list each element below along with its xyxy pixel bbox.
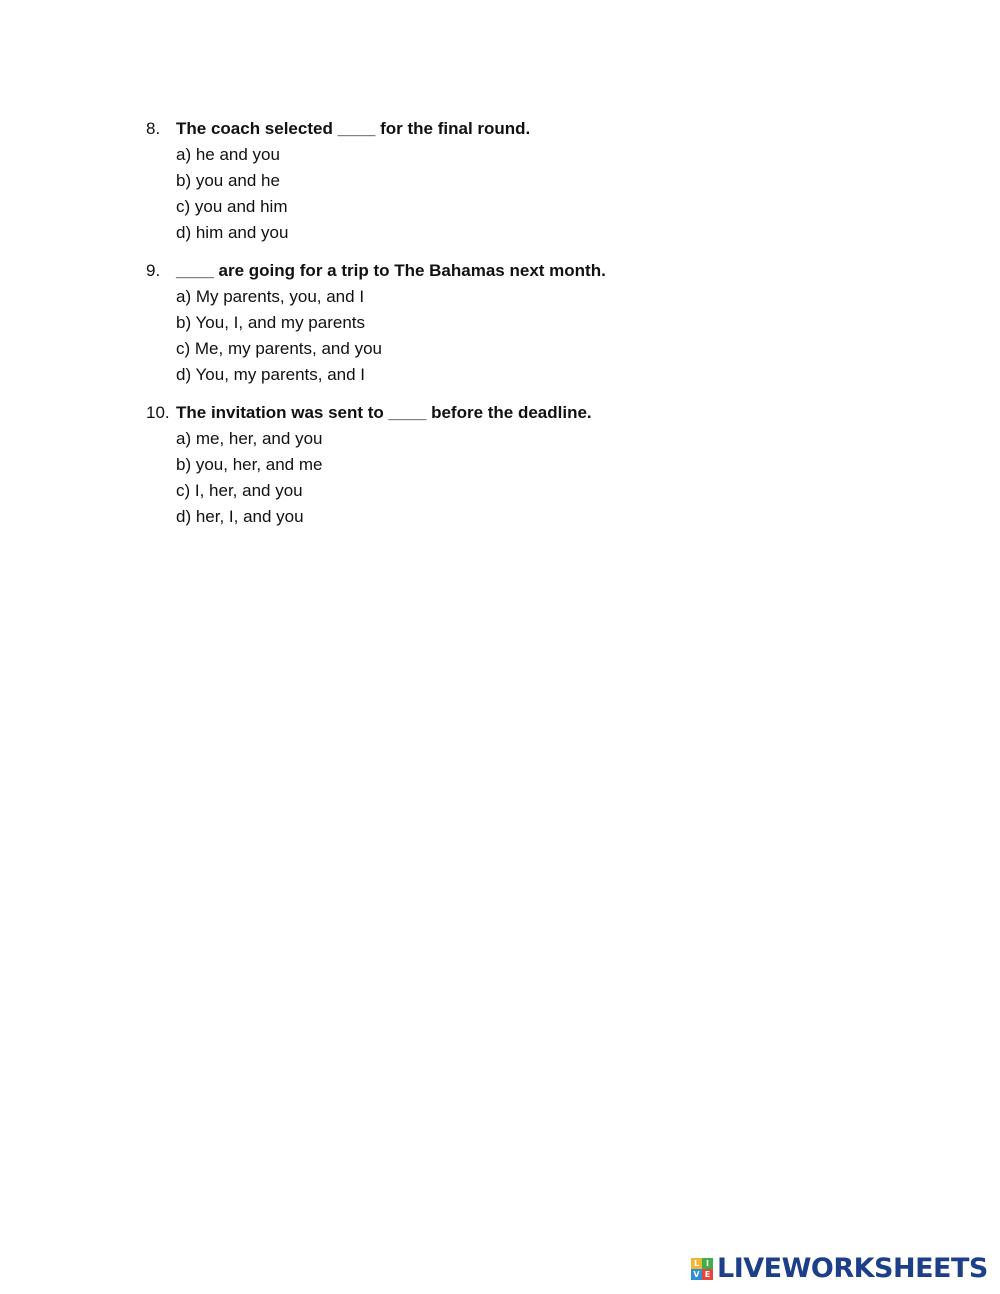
question-stem — [146, 400, 846, 426]
question-text: The invitation was sent to ____ before the deadline. — [176, 403, 592, 422]
question-8 — [146, 116, 846, 246]
answer-option-a[interactable]: a) he and you — [176, 145, 280, 164]
answer-option-d[interactable]: d) her, I, and you — [176, 507, 304, 526]
liveworksheets-logo — [691, 1254, 988, 1284]
answer-option-c[interactable]: c) you and him — [176, 197, 288, 216]
question-9 — [146, 258, 846, 388]
question-text: ____ are going for a trip to The Bahamas next month. — [176, 261, 606, 280]
question-number: 10. — [146, 403, 170, 422]
question-10 — [146, 400, 846, 530]
answer-option-d[interactable]: d) You, my parents, and I — [176, 365, 366, 384]
answer-option-a[interactable]: a) My parents, you, and I — [176, 287, 365, 306]
logo-wordmark: LIVEWORKSHEETS — [717, 1253, 988, 1284]
answer-option-b[interactable]: b) you, her, and me — [176, 455, 323, 474]
answer-option-b[interactable]: b) you and he — [176, 171, 280, 190]
question-text: The coach selected ____ for the final round. — [176, 119, 531, 138]
logo-tile-v: V — [691, 1269, 702, 1280]
question-stem — [146, 258, 846, 284]
question-stem — [146, 116, 846, 142]
answer-option-c[interactable]: c) I, her, and you — [176, 481, 303, 500]
liveworksheets-logo-icon — [691, 1258, 713, 1280]
logo-tile-l: L — [691, 1258, 702, 1269]
question-number: 8. — [146, 119, 161, 138]
answer-option-b[interactable]: b) You, I, and my parents — [176, 313, 366, 332]
answer-option-a[interactable]: a) me, her, and you — [176, 429, 323, 448]
logo-tile-i: I — [702, 1258, 713, 1269]
answer-option-c[interactable]: c) Me, my parents, and you — [176, 339, 382, 358]
answer-option-d[interactable]: d) him and you — [176, 223, 289, 242]
logo-tile-e: E — [702, 1269, 713, 1280]
question-number: 9. — [146, 261, 161, 280]
